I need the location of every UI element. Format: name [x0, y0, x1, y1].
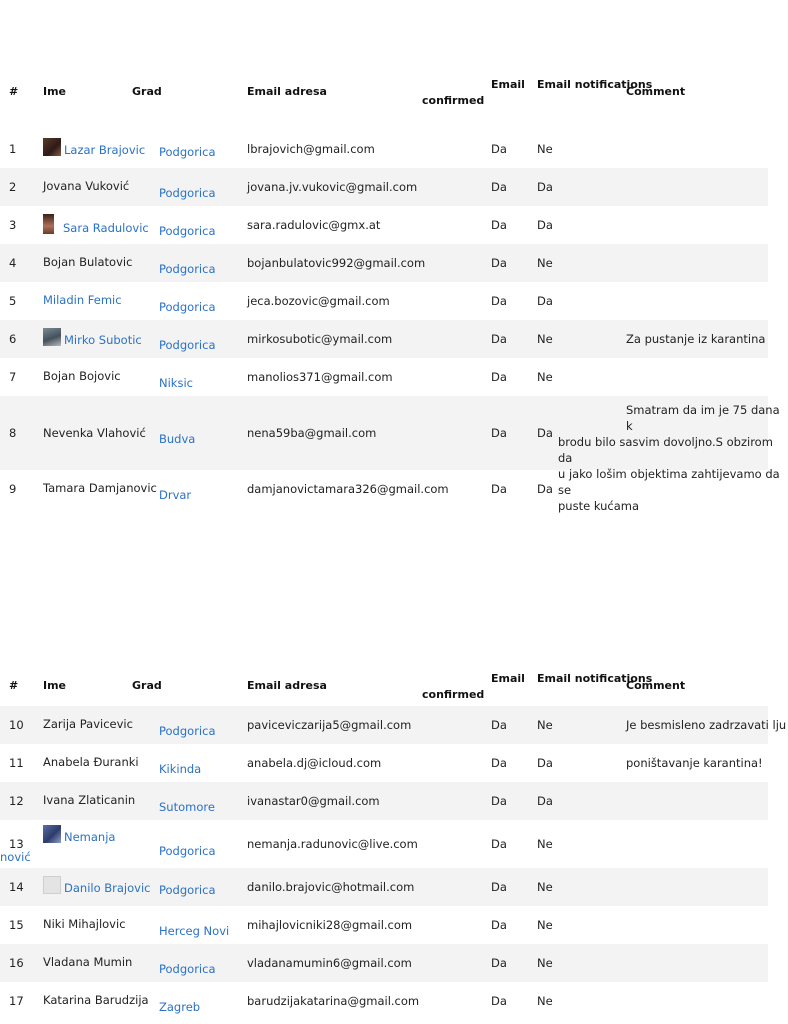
signer-name[interactable]: [43, 214, 149, 235]
signatures-table-2: [0, 664, 787, 1020]
row-number: 6: [9, 332, 17, 346]
row-number: 17: [9, 994, 24, 1008]
comment-line: u jako lošim objektima zahtijevamo da se: [558, 467, 780, 497]
table-row: [0, 470, 768, 508]
email-confirmed: Da: [491, 294, 507, 308]
profile-link[interactable]: Sara Radulovic: [63, 221, 149, 235]
table-row: [0, 206, 768, 244]
signer-name: Niki Mihajlovic: [43, 917, 126, 931]
email-confirmed: Da: [491, 256, 507, 270]
comment-line: puste kućama: [558, 499, 640, 513]
table-header: [0, 664, 768, 706]
email-address: bojanbulatovic992@gmail.com: [247, 256, 426, 270]
email-notifications: Ne: [537, 142, 553, 156]
email-notifications: Da: [537, 482, 553, 496]
table-row: [0, 906, 768, 944]
email-address: sara.radulovic@gmx.at: [247, 218, 381, 232]
city-link[interactable]: Podgorica: [159, 186, 216, 200]
table-row: [0, 706, 787, 744]
city-link[interactable]: Sutomore: [159, 800, 215, 814]
email-confirmed: Da: [491, 218, 507, 232]
col-city-header: Grad: [132, 679, 162, 692]
city-link[interactable]: Podgorica: [159, 300, 216, 314]
row-number: 4: [9, 256, 17, 270]
signer-name: Jovana Vuković: [43, 179, 130, 193]
email-confirmed: Da: [491, 956, 507, 970]
email-confirmed: Da: [491, 718, 507, 732]
email-confirmed: Da: [491, 180, 507, 194]
row-number: 13: [9, 837, 24, 851]
avatar: [43, 876, 61, 894]
table-row: [0, 168, 768, 206]
email-notifications: Da: [537, 294, 553, 308]
email-notifications: Da: [537, 756, 553, 770]
table-row: [0, 944, 768, 982]
email-notifications: Ne: [537, 370, 553, 384]
city-link[interactable]: Niksic: [159, 376, 193, 390]
col-confirmed-header-bottom: confirmed: [422, 94, 485, 107]
profile-link[interactable]: Mirko Subotic: [64, 333, 142, 347]
email-notifications: Ne: [537, 718, 553, 732]
table-row: [0, 868, 768, 906]
col-city-header: Grad: [132, 85, 162, 98]
table-row: [0, 244, 768, 282]
email-address: jeca.bozovic@gmail.com: [247, 294, 390, 308]
row-number: 16: [9, 956, 24, 970]
signer-name: Tamara Damjanovic: [43, 481, 157, 495]
table-row: [0, 358, 768, 396]
email-confirmed: Da: [491, 482, 507, 496]
row-number: 9: [9, 482, 17, 496]
email-notifications: Da: [537, 794, 553, 808]
email-confirmed: Da: [491, 837, 507, 851]
email-notifications: Ne: [537, 956, 553, 970]
email-address: nena59ba@gmail.com: [247, 426, 377, 440]
table-row: [0, 782, 768, 820]
email-address: anabela.dj@icloud.com: [247, 756, 382, 770]
email-address: damjanovictamara326@gmail.com: [247, 482, 449, 496]
col-notifications-header: Email notifications: [537, 672, 653, 685]
col-num-header: #: [9, 85, 19, 98]
comment: Za pustanje iz karantina: [626, 332, 766, 346]
col-comment-header: Comment: [626, 679, 686, 692]
email-address: jovana.jv.vukovic@gmail.com: [247, 180, 418, 194]
email-notifications: Ne: [537, 994, 553, 1008]
city-link[interactable]: Drvar: [159, 488, 192, 502]
row-number: 5: [9, 294, 17, 308]
signer-name: Katarina Barudzija: [43, 993, 149, 1007]
signer-name[interactable]: [43, 825, 115, 844]
profile-link[interactable]: Miladin Femic: [43, 293, 122, 307]
row-number: 8: [9, 426, 17, 440]
email-address: danilo.brajovic@hotmail.com: [247, 880, 415, 894]
city-link[interactable]: Budva: [159, 432, 196, 446]
email-address: vladanamumin6@gmail.com: [247, 956, 412, 970]
col-notifications-header: Email notifications: [537, 78, 653, 91]
email-confirmed: Da: [491, 994, 507, 1008]
city-link[interactable]: Podgorica: [159, 724, 216, 738]
email-notifications: Da: [537, 180, 553, 194]
signer-name: Bojan Bulatovic: [43, 255, 133, 269]
avatar: [43, 328, 61, 346]
table-row: [0, 130, 768, 168]
email-notifications: Ne: [537, 256, 553, 270]
email-notifications: Ne: [537, 837, 553, 851]
profile-link[interactable]: Lazar Brajovic: [64, 143, 146, 157]
col-confirmed-header-bottom: confirmed: [422, 688, 485, 701]
table-row: [0, 982, 768, 1020]
table-row: [0, 282, 768, 320]
city-link[interactable]: Podgorica: [159, 338, 216, 352]
email-address: mirkosubotic@ymail.com: [247, 332, 393, 346]
row-number: 10: [9, 718, 24, 732]
col-email-header: Email adresa: [247, 85, 327, 98]
email-address: nemanja.radunovic@live.com: [247, 837, 418, 851]
city-link[interactable]: Podgorica: [159, 844, 216, 858]
col-confirmed-header-top: Email: [491, 672, 525, 685]
email-confirmed: Da: [491, 426, 507, 440]
signer-name: Zarija Pavicevic: [43, 717, 133, 731]
row-number: 12: [9, 794, 24, 808]
email-confirmed: Da: [491, 880, 507, 894]
email-address: mihajlovicniki28@gmail.com: [247, 918, 413, 932]
city-link[interactable]: Podgorica: [159, 962, 216, 976]
col-name-header: Ime: [43, 85, 67, 98]
col-confirmed-header-top: Email: [491, 78, 525, 91]
email-confirmed: Da: [491, 332, 507, 346]
table-row: [0, 820, 768, 868]
signer-name: Ivana Zlaticanin: [43, 793, 136, 807]
email-address: paviceviczarija5@gmail.com: [247, 718, 412, 732]
signer-name: Nevenka Vlahović: [43, 426, 146, 440]
col-email-header: Email adresa: [247, 679, 327, 692]
city-link[interactable]: Zagreb: [159, 1000, 201, 1014]
col-comment-header: Comment: [626, 85, 686, 98]
signer-name[interactable]: [43, 138, 145, 157]
email-confirmed: Da: [491, 370, 507, 384]
table-row: [0, 744, 768, 782]
email-address: manolios371@gmail.com: [247, 370, 393, 384]
row-number: 15: [9, 918, 24, 932]
city-link[interactable]: Herceg Novi: [159, 924, 230, 938]
email-notifications: Da: [537, 218, 553, 232]
email-notifications: Da: [537, 426, 553, 440]
row-number: 11: [9, 756, 24, 770]
row-number: 7: [9, 370, 17, 384]
avatar: [43, 138, 61, 156]
avatar: [43, 214, 54, 234]
city-link[interactable]: Kikinda: [159, 762, 202, 776]
email-notifications: Ne: [537, 918, 553, 932]
signer-name: Anabela Đuranki: [43, 755, 139, 769]
signer-name[interactable]: [43, 876, 151, 895]
email-notifications: Ne: [537, 332, 553, 346]
comment: Je besmisleno zadrzavati lju: [626, 718, 787, 732]
row-number: 2: [9, 180, 17, 194]
col-num-header: #: [9, 679, 19, 692]
email-address: lbrajovich@gmail.com: [247, 142, 375, 156]
city-link[interactable]: Podgorica: [159, 883, 216, 897]
signer-name: Vladana Mumin: [43, 955, 133, 969]
city-link[interactable]: Podgorica: [159, 262, 216, 276]
table-row: [0, 320, 768, 358]
signer-name: Bojan Bojovic: [43, 369, 121, 383]
profile-link[interactable]: Danilo Brajovic: [64, 881, 151, 895]
row-number: 1: [9, 142, 17, 156]
profile-link-overflow[interactable]: nović: [0, 850, 31, 864]
email-confirmed: Da: [491, 756, 507, 770]
signer-name[interactable]: [43, 328, 142, 347]
comment-line: Smatram da im je 75 dana k: [626, 403, 780, 433]
avatar: [43, 825, 61, 843]
email-confirmed: Da: [491, 794, 507, 808]
comment: poništavanje karantina!: [626, 756, 763, 770]
city-link[interactable]: Podgorica: [159, 224, 216, 238]
row-number: 14: [9, 880, 24, 894]
email-notifications: Ne: [537, 880, 553, 894]
row-number: 3: [9, 218, 17, 232]
city-link[interactable]: Podgorica: [159, 145, 216, 159]
email-address: barudzijakatarina@gmail.com: [247, 994, 420, 1008]
signatures-table-1: [0, 70, 780, 513]
email-address: ivanastar0@gmail.com: [247, 794, 380, 808]
profile-link[interactable]: Nemanja: [64, 830, 116, 844]
table-header: [0, 70, 768, 130]
email-confirmed: Da: [491, 918, 507, 932]
comment-line: brodu bilo sasvim dovoljno.S obzirom da: [558, 435, 773, 465]
email-confirmed: Da: [491, 142, 507, 156]
col-name-header: Ime: [43, 679, 67, 692]
